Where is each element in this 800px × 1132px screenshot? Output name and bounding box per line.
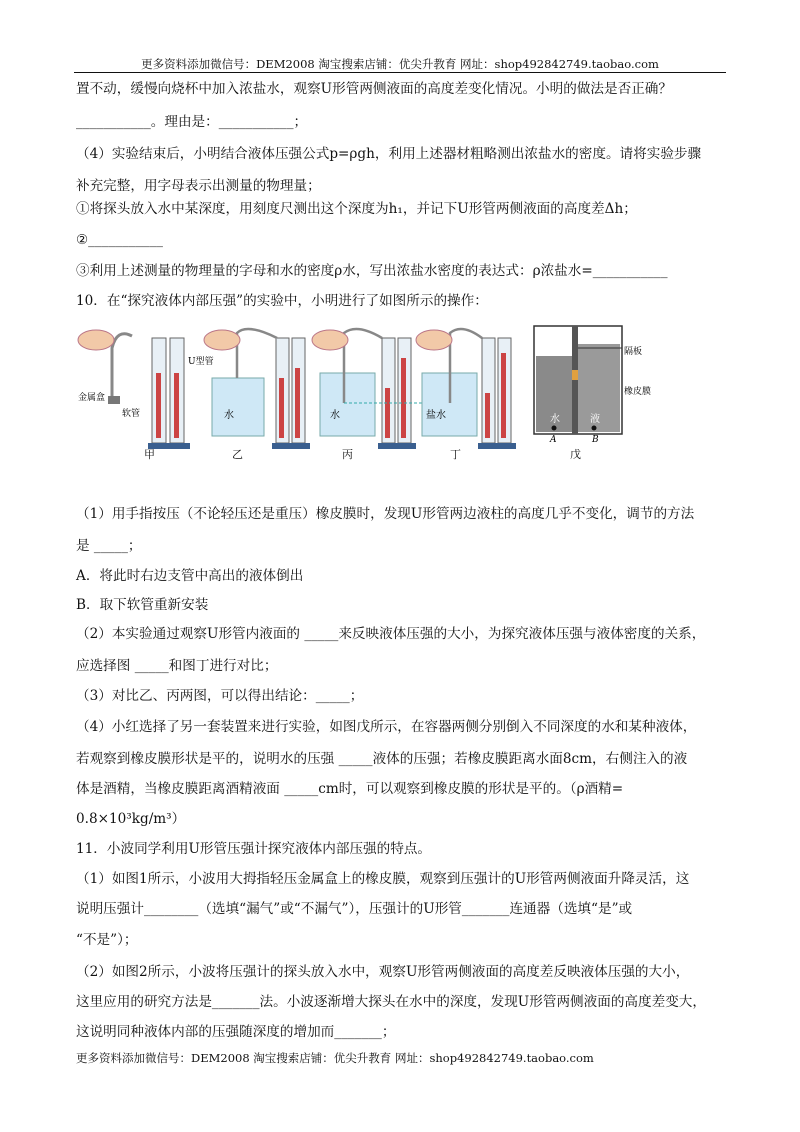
q11-title: 11．小波同学利用U形管压强计探究液体内部压强的特点。 [76,841,432,857]
q11-line-5: 这里应用的研究方法是_______法。小波逐渐增大探头在水中的深度，发现U形管两侧液面的高度差变大， [76,994,706,1010]
apparatus-jia [78,330,190,449]
apparatus-ding [416,329,516,449]
q10-line-8: 体是酒精，当橡皮膜距离酒精液面 _____cm时，可以观察到橡皮膜的形状是平的。（ρ酒精= [76,781,624,797]
label-partition: 隔板 [624,347,643,357]
q10-option-b: B．取下软管重新安装 [76,597,209,613]
q9-line-5: ①将探头放入水中某深度，用刻度尺测出这个深度为h₁，并记下U形管两侧液面的高度差Δh； [76,201,637,217]
q11-line-4: （2）如图2所示，小波将压强计的探头放入水中，观察U形管两侧液面的高度差反映液体压强的大小， [76,964,690,980]
q10-line-6: （4）小红选择了另一套装置来进行实验，如图戊所示，在容器两侧分别倒入不同深度的水和某种液体， [76,719,697,735]
q10-line-1: （1）用手指按压（不论轻压还是重压）橡皮膜时，发现U形管两边液柱的高度几乎不变化，调节的方法 [76,506,695,522]
apparatus-bing [312,329,416,449]
page-header: 更多资料添加微信号：DEM2008 淘宝搜索店铺：优尖升教育 网址：shop492842749.taobao.com [141,57,659,71]
label-membrane: 橡皮膜 [624,387,652,397]
q11-line-1: （1）如图1所示，小波用大拇指轻压金属盒上的橡皮膜，观察到压强计的U形管两侧液面升降灵活，这 [76,871,690,887]
label-water-wu: 水 [550,414,560,425]
q9-line-7: ③利用上述测量的物理量的字母和水的密度ρ水，写出浓盐水密度的表达式：ρ浓盐水=___________ [76,263,668,279]
q10-option-a: A．将此时右边支管中高出的液体倒出 [76,568,304,584]
q9-line-1: 置不动，缓慢向烧杯中加入浓盐水，观察U形管两侧液面的高度差变化情况。小明的做法是否正确？ [76,81,672,97]
apparatus-yi [204,329,310,449]
label-metal-box: 金属盒 [78,393,106,403]
label-point-a: A [550,435,557,445]
q11-line-3: “不是”）； [76,932,138,948]
q11-line-6: 这说明同种液体内部的压强随深度的增加而_______； [76,1024,396,1040]
caption-bing: 丙 [342,448,353,461]
q9-line-3: （4）实验结束后，小明结合液体压强公式p=ρgh，利用上述器材粗略测出浓盐水的密度。请将实验步骤 [76,146,702,162]
q11-line-2: 说明压强计________（选填“漏气”或“不漏气”），压强计的U形管_______连通器（选填“是”或 [76,901,633,917]
label-soft-tube: 软管 [122,409,141,419]
q10-title: 10．在“探究液体内部压强”的实验中，小明进行了如图所示的操作： [76,293,488,309]
caption-ding: 丁 [450,448,461,461]
label-point-b: B [592,435,599,445]
q10-line-7: 若观察到橡皮膜形状是平的，说明水的压强 _____液体的压强；若橡皮膜距离水面8cm，右侧注入的液 [76,751,688,767]
q10-line-4: 应选择图 _____和图丁进行对比； [76,658,278,674]
apparatus-wu [534,326,622,434]
caption-wu: 戊 [570,448,581,461]
q10-line-3: （2）本实验通过观察U形管内液面的 _____来反映液体压强的大小，为探究液体压强与液体密度的关系， [76,626,706,642]
header-rule [74,72,726,73]
caption-jia: 甲 [144,448,155,461]
page-footer: 更多资料添加微信号：DEM2008 淘宝搜索店铺：优尖升教育 网址：shop492842749.taobao.com [76,1051,594,1065]
label-liquid: 液 [590,414,600,425]
q10-line-5: （3）对比乙、丙两图，可以得出结论：_____； [76,688,364,704]
label-salt-water: 盐水 [426,410,446,421]
q9-line-2: ___________。理由是：___________； [76,114,308,130]
caption-yi: 乙 [232,448,243,461]
label-u-tube: U型管 [188,357,214,367]
label-water-bing: 水 [330,410,340,421]
q9-line-6: ②___________ [76,232,163,248]
q10-line-2: 是 _____； [76,538,142,554]
q9-line-4: 补充完整，用字母表示出测量的物理量； [76,178,321,194]
experiment-figure [72,318,672,468]
q10-line-9: 0.8×10³kg/m³） [76,811,186,827]
label-water-yi: 水 [224,410,234,421]
